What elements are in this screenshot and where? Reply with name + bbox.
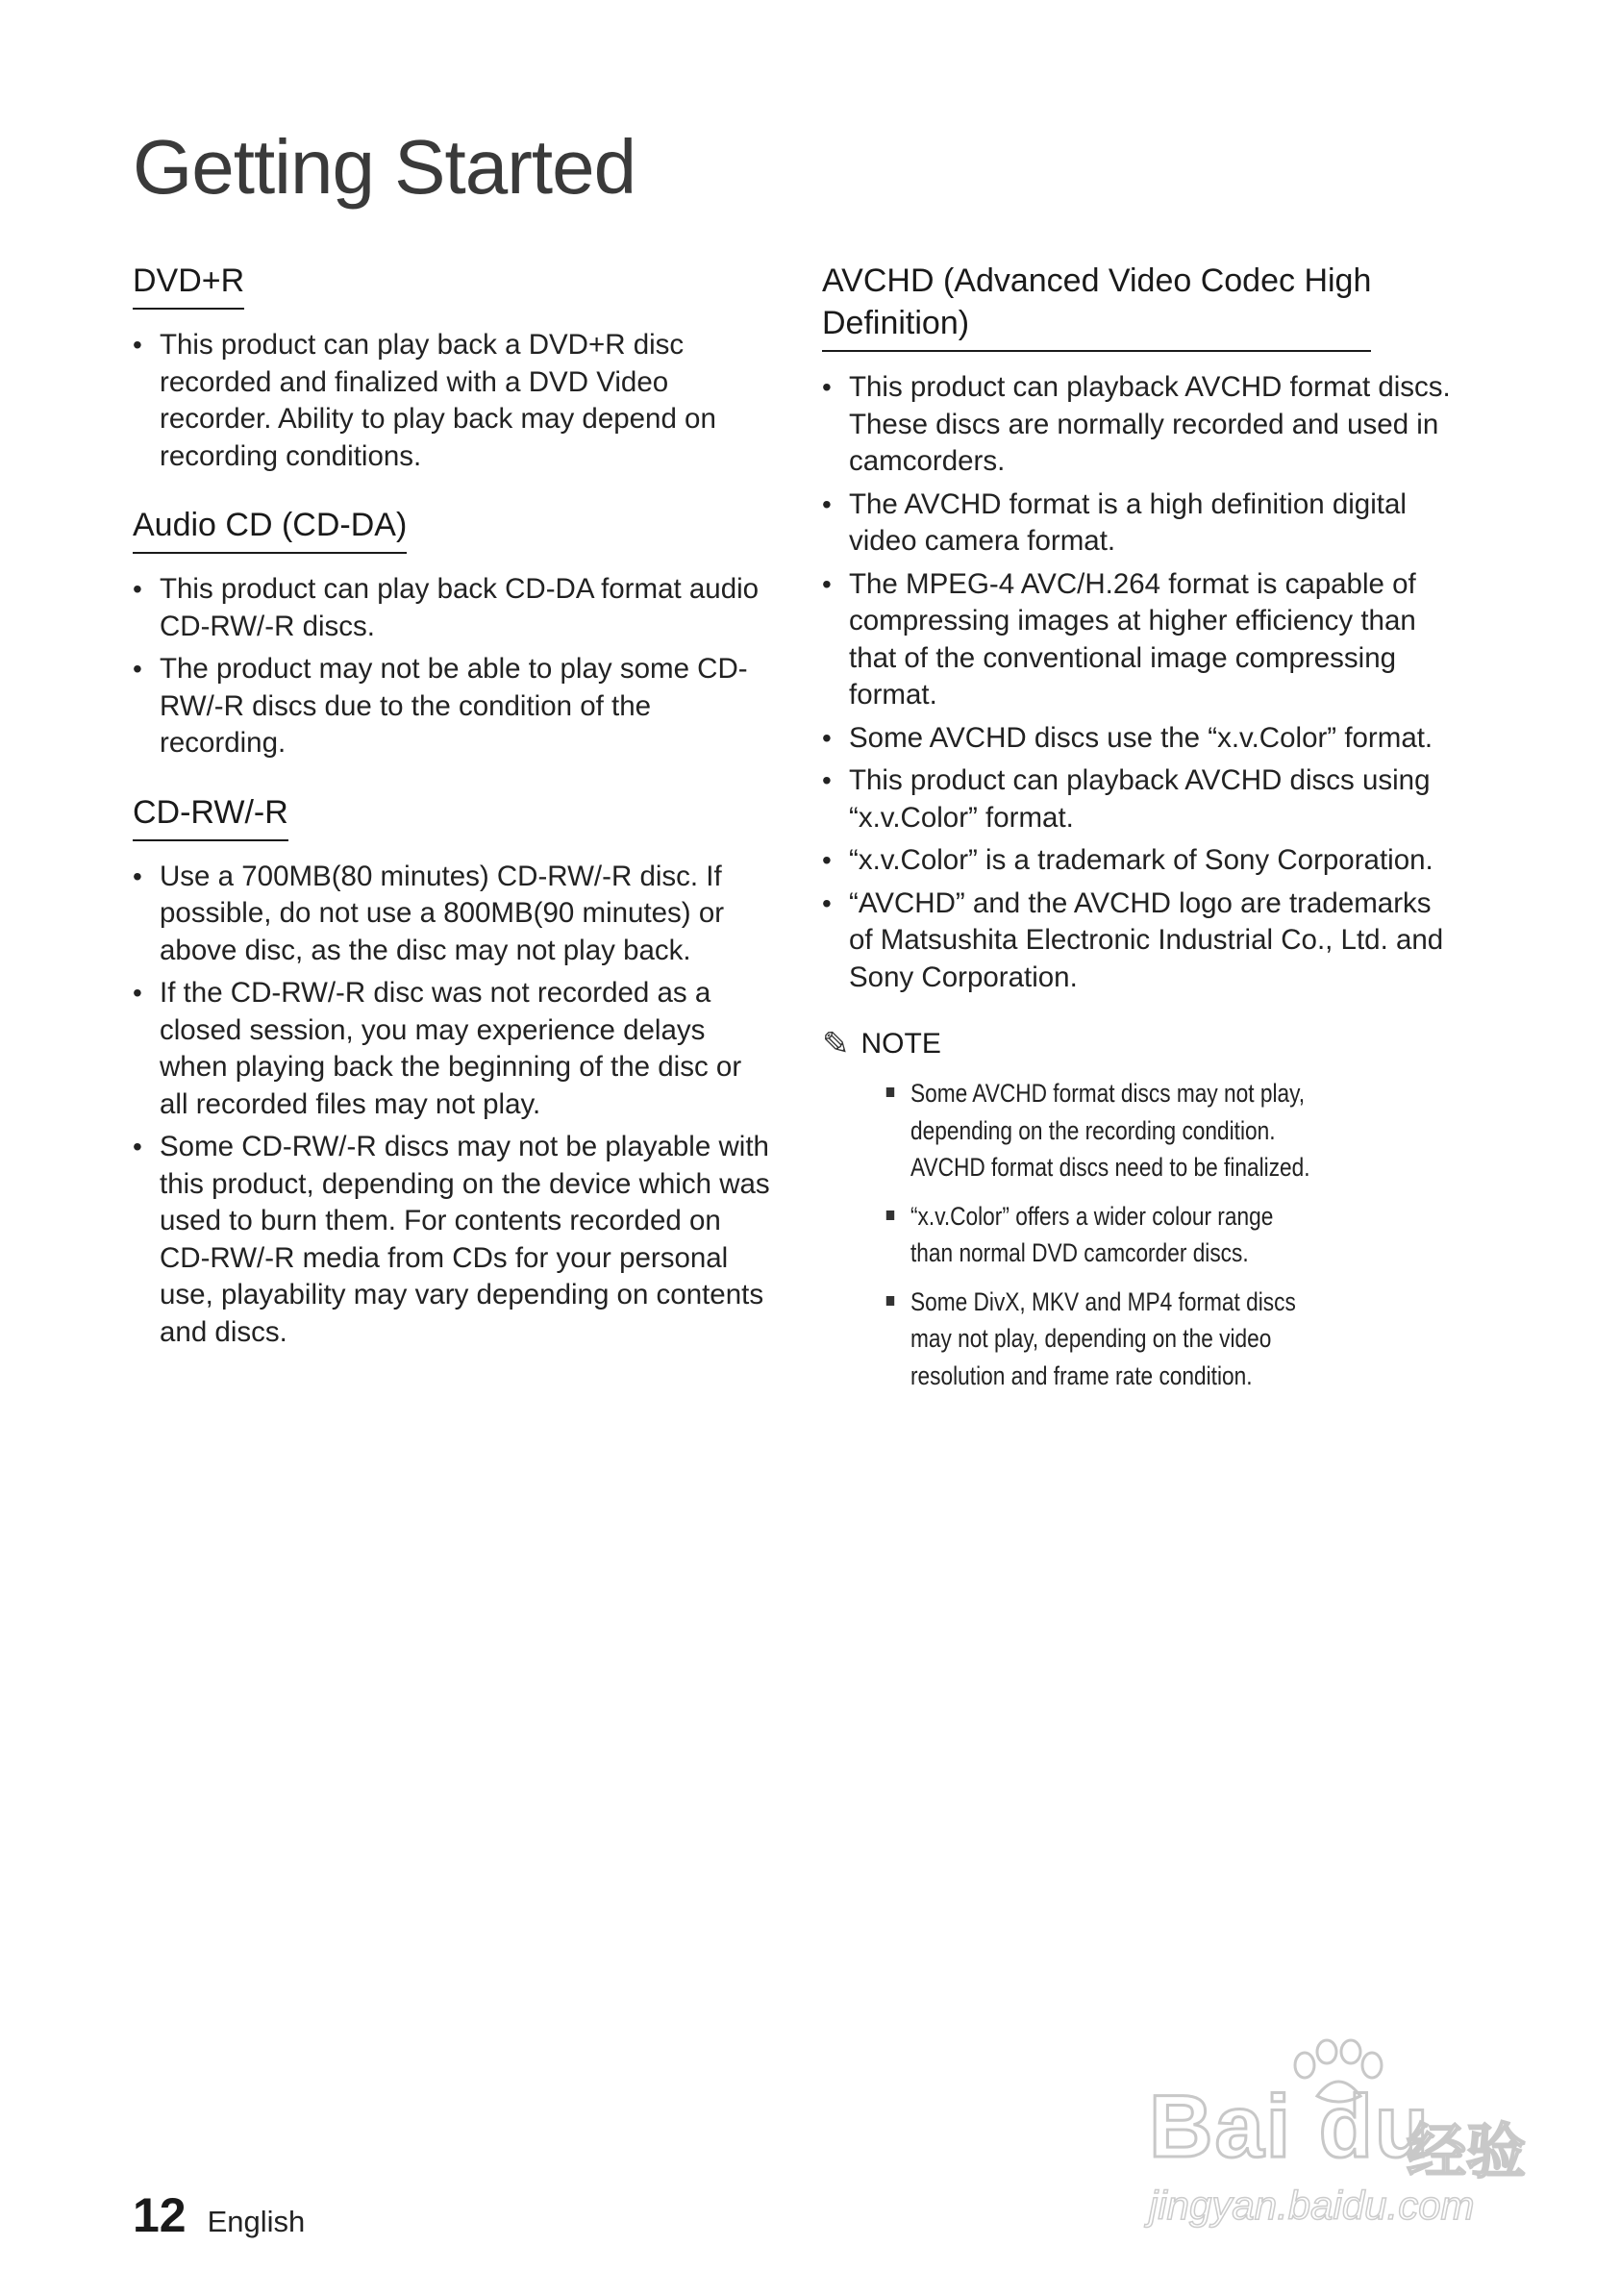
note-item-text: Some AVCHD format discs may not play, depending on the recording condition.	[910, 1079, 1306, 1145]
note-item-text: Some DivX, MKV and MP4 format discs may not play, depending on the video resolution and frame rate condition.	[910, 1286, 1296, 1390]
note-box	[822, 1025, 1457, 1394]
square-bullet-icon	[886, 1087, 894, 1097]
section-audio-cd	[133, 504, 777, 762]
bullet-item: • “x.v.Color” is a trademark of Sony Corporation.	[822, 842, 1457, 880]
note-label: NOTE	[860, 1028, 941, 1060]
watermark-url: jingyan.baidu.com	[1149, 2183, 1475, 2228]
pencil-note-icon: ✎	[822, 1026, 850, 1062]
bullet-list	[133, 571, 777, 762]
bullet-item: • “AVCHD” and the AVCHD logo are trademarks of Matsushita Electronic Industrial Co., Ltd. and Sony Corporation.	[822, 886, 1457, 997]
bullet-item: • This product can play back CD-DA format audio CD-RW/-R discs.	[133, 571, 777, 645]
bullet-list	[133, 327, 777, 475]
note-item	[910, 1198, 1314, 1272]
bullet-item: • This product can playback AVCHD discs using “x.v.Color” format.	[822, 762, 1457, 836]
left-column	[133, 260, 777, 1380]
heading-line-1: AVCHD (Advanced Video Codec High	[822, 262, 1372, 299]
watermark-brand: Bai du	[1149, 2078, 1432, 2176]
bullet-item: • Some CD-RW/-R discs may not be playable with this product, depending on the device which was used to burn them. For contents recorded on CD-RW/-R media from CDs for your personal use, playability may vary depending on contents and discs.	[133, 1129, 777, 1351]
baidu-watermark	[1149, 2038, 1553, 2228]
note-item-text: AVCHD format discs need to be finalized.	[910, 1153, 1310, 1182]
bullet-item: • This product can playback AVCHD format discs. These discs are normally recorded and used in camcorders.	[822, 369, 1457, 481]
page-title: Getting Started	[133, 124, 636, 210]
section-avchd	[822, 260, 1457, 996]
section-heading	[822, 260, 1371, 352]
bullet-item: • The MPEG-4 AVC/H.264 format is capable of compressing images at higher efficiency than that of the conventional image compressing format.	[822, 566, 1457, 714]
note-item	[910, 1284, 1314, 1395]
bullet-item: • The AVCHD format is a high definition digital video camera format.	[822, 487, 1457, 561]
page-number: 12	[133, 2188, 187, 2242]
bullet-list	[133, 859, 777, 1352]
note-list	[822, 1075, 1457, 1394]
note-item	[910, 1075, 1314, 1186]
square-bullet-icon	[886, 1210, 894, 1220]
page-language: English	[207, 2205, 306, 2238]
page-footer	[133, 2187, 305, 2243]
bullet-item: • Some AVCHD discs use the “x.v.Color” format.	[822, 720, 1457, 758]
heading-line-2: Definition)	[822, 305, 970, 341]
bullet-item: • If the CD-RW/-R disc was not recorded as a closed session, you may experience delays when playing back the beginning of the disc or all recorded files may not play.	[133, 975, 777, 1123]
section-heading: CD-RW/-R	[133, 791, 288, 841]
bullet-item: • Use a 700MB(80 minutes) CD-RW/-R disc. If possible, do not use a 800MB(90 minutes) or above disc, as the disc may not play back.	[133, 859, 777, 970]
section-heading: Audio CD (CD-DA)	[133, 504, 407, 554]
section-cd-rw-r	[133, 791, 777, 1352]
note-item-text: “x.v.Color” offers a wider colour range than normal DVD camcorder discs.	[910, 1201, 1274, 1267]
section-dvd-plus-r	[133, 260, 777, 475]
bullet-item: • This product can play back a DVD+R disc recorded and finalized with a DVD Video recorder. Ability to play back may depend on recording conditions.	[133, 327, 777, 475]
right-column	[822, 260, 1457, 1406]
note-header	[822, 1025, 1457, 1063]
bullet-list	[822, 369, 1457, 996]
section-heading: DVD+R	[133, 260, 244, 310]
square-bullet-icon	[886, 1296, 894, 1306]
bullet-item: • The product may not be able to play some CD-RW/-R discs due to the condition of the recording.	[133, 651, 777, 762]
watermark-chinese: 经验	[1407, 2119, 1527, 2185]
